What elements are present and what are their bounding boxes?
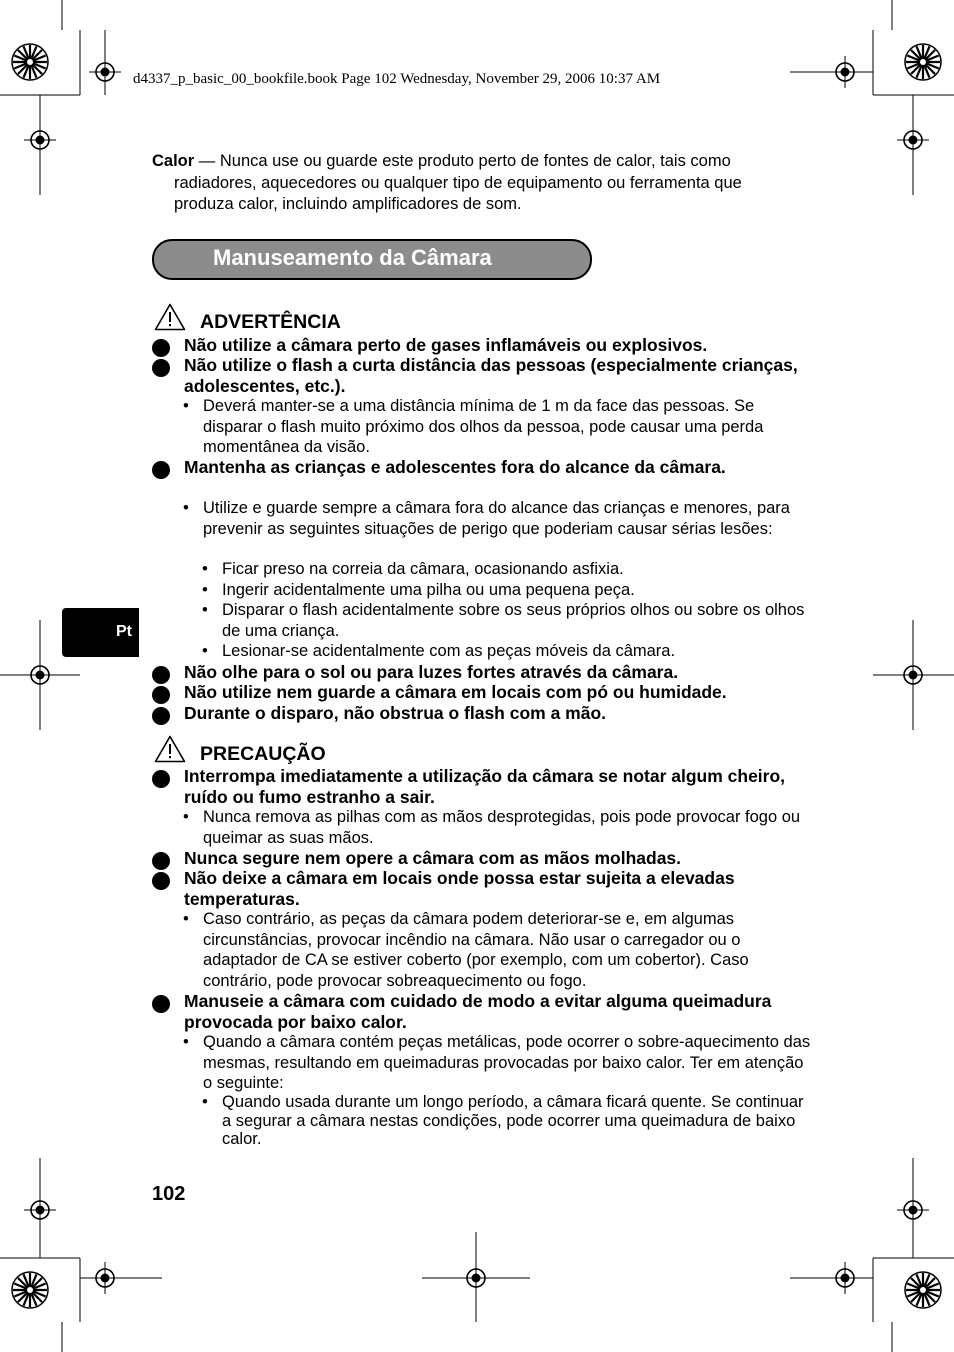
list-item: Não olhe para o sol ou para luzes fortes através da câmara.	[152, 662, 812, 683]
bullet-dot-icon	[152, 686, 170, 704]
list-item: • Ficar preso na correia da câmara, ocasionando asfixia.	[202, 560, 624, 578]
registration-mark-icon	[24, 1194, 56, 1226]
list-item: • Quando usada durante um longo período, a câmara ficará quente. Se continuar a segurar a câmara nestas condições, pode ocorrer uma queimadura de baixo calor.	[202, 1093, 804, 1148]
registration-mark-icon	[897, 659, 929, 691]
registration-mark-icon	[24, 659, 56, 691]
registration-mark-icon	[897, 1194, 929, 1226]
list-item: • Disparar o flash acidentalmente sobre os seus próprios olhos ou sobre os olhos de uma criança.	[202, 601, 805, 640]
warning-title: ADVERTÊNCIA	[200, 311, 341, 333]
list-item: Durante o disparo, não obstrua o flash com a mão.	[152, 703, 812, 724]
list-item: • Utilize e guarde sempre a câmara fora do alcance das crianças e menores, para prevenir as seguintes situações de perigo que poderiam causar sérias lesões:	[183, 499, 790, 538]
caution-title: PRECAUÇÃO	[200, 743, 326, 765]
bullet-dot-icon	[152, 359, 170, 377]
registration-mark-icon	[12, 1272, 48, 1308]
list-item: Não deixe a câmara em locais onde possa estar sujeita a elevadas temperaturas.	[152, 868, 812, 910]
registration-mark-icon	[89, 56, 121, 88]
list-item: • Nunca remova as pilhas com as mãos desprotegidas, pois pode provocar fogo ou queimar as suas mãos.	[183, 808, 801, 847]
registration-mark-icon	[897, 124, 929, 156]
registration-mark-icon	[905, 44, 941, 80]
list-item: Não utilize o flash a curta distância das pessoas (especialmente crianças, adolescentes, etc.).	[152, 355, 812, 397]
list-item: • Deverá manter-se a uma distância mínima de 1 m da face das pessoas. Se disparar o flash muito próximo dos olhos da pessoa, pode causar uma perda momentânea da visão.	[183, 397, 764, 456]
section-banner	[152, 239, 592, 280]
list-item: Nunca segure nem opere a câmara com as mãos molhadas.	[152, 848, 812, 869]
list-item: • Caso contrário, as peças da câmara podem deteriorar-se e, em algumas circunstâncias, provocar incêndio na câmara. Não usar o carregador ou o adaptador de CA se estiver coberto (por exemplo, com um cobertor). Caso contrário, pode provocar sobreaquecimento ou fogo.	[183, 910, 749, 990]
file-info-header: d4337_p_basic_00_bookfile.book Page 102 Wednesday, November 29, 2006 10:37 AM	[133, 71, 661, 87]
bullet-dot-icon	[152, 707, 170, 725]
language-tab-label: Pt	[116, 623, 132, 640]
registration-mark-icon	[12, 44, 48, 80]
registration-mark-icon	[829, 56, 861, 88]
bullet-dot-icon	[152, 995, 170, 1013]
heat-line-2: radiadores, aquecedores ou qualquer tipo de equipamento ou ferramenta que	[174, 173, 742, 192]
list-item: Não utilize nem guarde a câmara em locais com pó ou humidade.	[152, 682, 812, 703]
bullet-dot-icon	[152, 770, 170, 788]
list-item: • Quando a câmara contém peças metálicas, pode ocorrer o sobre-aquecimento das mesmas, resultando em queimaduras provocadas por baixo calor. Ter em atenção o seguinte:	[183, 1033, 811, 1092]
list-item: Manuseie a câmara com cuidado de modo a evitar alguma queimadura provocada por baixo calor.	[152, 991, 812, 1033]
language-tab	[62, 608, 139, 657]
warning-triangle-icon	[154, 303, 186, 331]
registration-mark-icon	[460, 1262, 492, 1294]
list-item: Interrompa imediatamente a utilização da câmara se notar algum cheiro, ruído ou fumo estranho a sair.	[152, 766, 812, 808]
heat-line-3: produza calor, incluindo amplificadores de som.	[174, 195, 522, 213]
list-item: Não utilize a câmara perto de gases inflamáveis ou explosivos.	[152, 335, 812, 356]
section-title: Manuseamento da Câmara	[213, 245, 492, 270]
registration-mark-icon	[829, 1262, 861, 1294]
registration-mark-icon	[89, 1262, 121, 1294]
warning-triangle-icon	[154, 735, 186, 763]
list-item: Mantenha as crianças e adolescentes fora do alcance da câmara.	[152, 457, 812, 478]
list-item: • Lesionar-se acidentalmente com as peças móveis da câmara.	[202, 642, 676, 660]
bullet-dot-icon	[152, 872, 170, 890]
registration-mark-icon	[24, 124, 56, 156]
page-number: 102	[152, 1183, 186, 1205]
registration-mark-icon	[905, 1272, 941, 1308]
heat-term: Calor	[152, 152, 195, 170]
list-item: • Ingerir acidentalmente uma pilha ou uma pequena peça.	[202, 581, 635, 599]
bullet-dot-icon	[152, 461, 170, 479]
heat-notice	[152, 151, 812, 216]
heat-line-1: — Nunca use ou guarde este produto perto de fontes de calor, tais como	[194, 152, 731, 170]
